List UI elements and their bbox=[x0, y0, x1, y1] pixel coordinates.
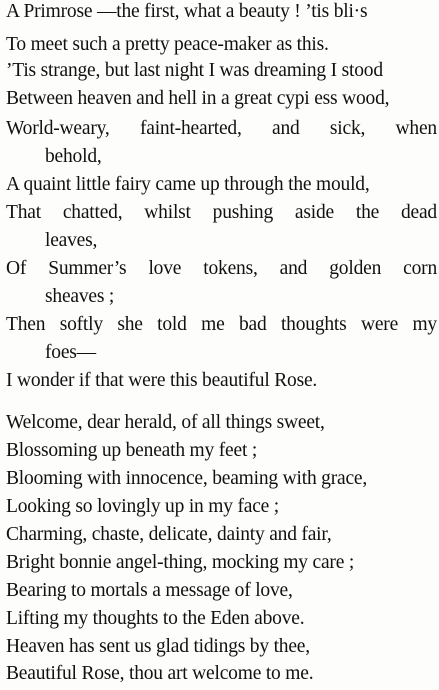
poem-line: Bearing to mortals a message of love, bbox=[6, 580, 293, 601]
poem-line-continuation: foes— bbox=[45, 342, 96, 363]
poem-line: Of Summer’s love tokens, and golden corn bbox=[6, 258, 437, 279]
poem-line: Blooming with innocence, beaming with grace, bbox=[6, 468, 368, 489]
poem-line: World-weary, faint-hearted, and sick, when bbox=[6, 118, 437, 139]
poem-line: I wonder if that were this beautiful Rose. bbox=[6, 370, 318, 391]
poem-line: Heaven has sent us glad tidings by thee, bbox=[6, 636, 310, 657]
poem-line: A Primrose —the first, what a beauty ! ’tis bli·s bbox=[6, 1, 368, 22]
poem-line: Lifting my thoughts to the Eden above. bbox=[6, 608, 305, 629]
poem-line: Beautiful Rose, thou art welcome to me. bbox=[6, 663, 314, 684]
poem-line: Between heaven and hell in a great cypi ess wood, bbox=[6, 88, 390, 109]
poem-line: Welcome, dear herald, of all things sweet, bbox=[6, 412, 325, 433]
poem-line-continuation: leaves, bbox=[45, 230, 98, 251]
poem-line: To meet such a pretty peace-maker as this. bbox=[6, 34, 329, 55]
poem-line-continuation: behold, bbox=[45, 146, 102, 167]
poem-line: ’Tis strange, but last night I was dreaming I stood bbox=[6, 60, 383, 81]
poem-line: Charming, chaste, delicate, dainty and fair, bbox=[6, 524, 332, 545]
poem-line: That chatted, whilst pushing aside the dead bbox=[6, 202, 437, 223]
poem-line: Blossoming up beneath my feet ; bbox=[6, 440, 258, 461]
poem-line: Bright bonnie angel-thing, mocking my care ; bbox=[6, 552, 355, 573]
poem-line: Looking so lovingly up in my face ; bbox=[6, 496, 280, 517]
poem-line-continuation: sheaves ; bbox=[45, 286, 115, 307]
poem-line: Then softly she told me bad thoughts were my bbox=[6, 314, 437, 335]
poem-line: A quaint little fairy came up through the mould, bbox=[6, 174, 370, 195]
